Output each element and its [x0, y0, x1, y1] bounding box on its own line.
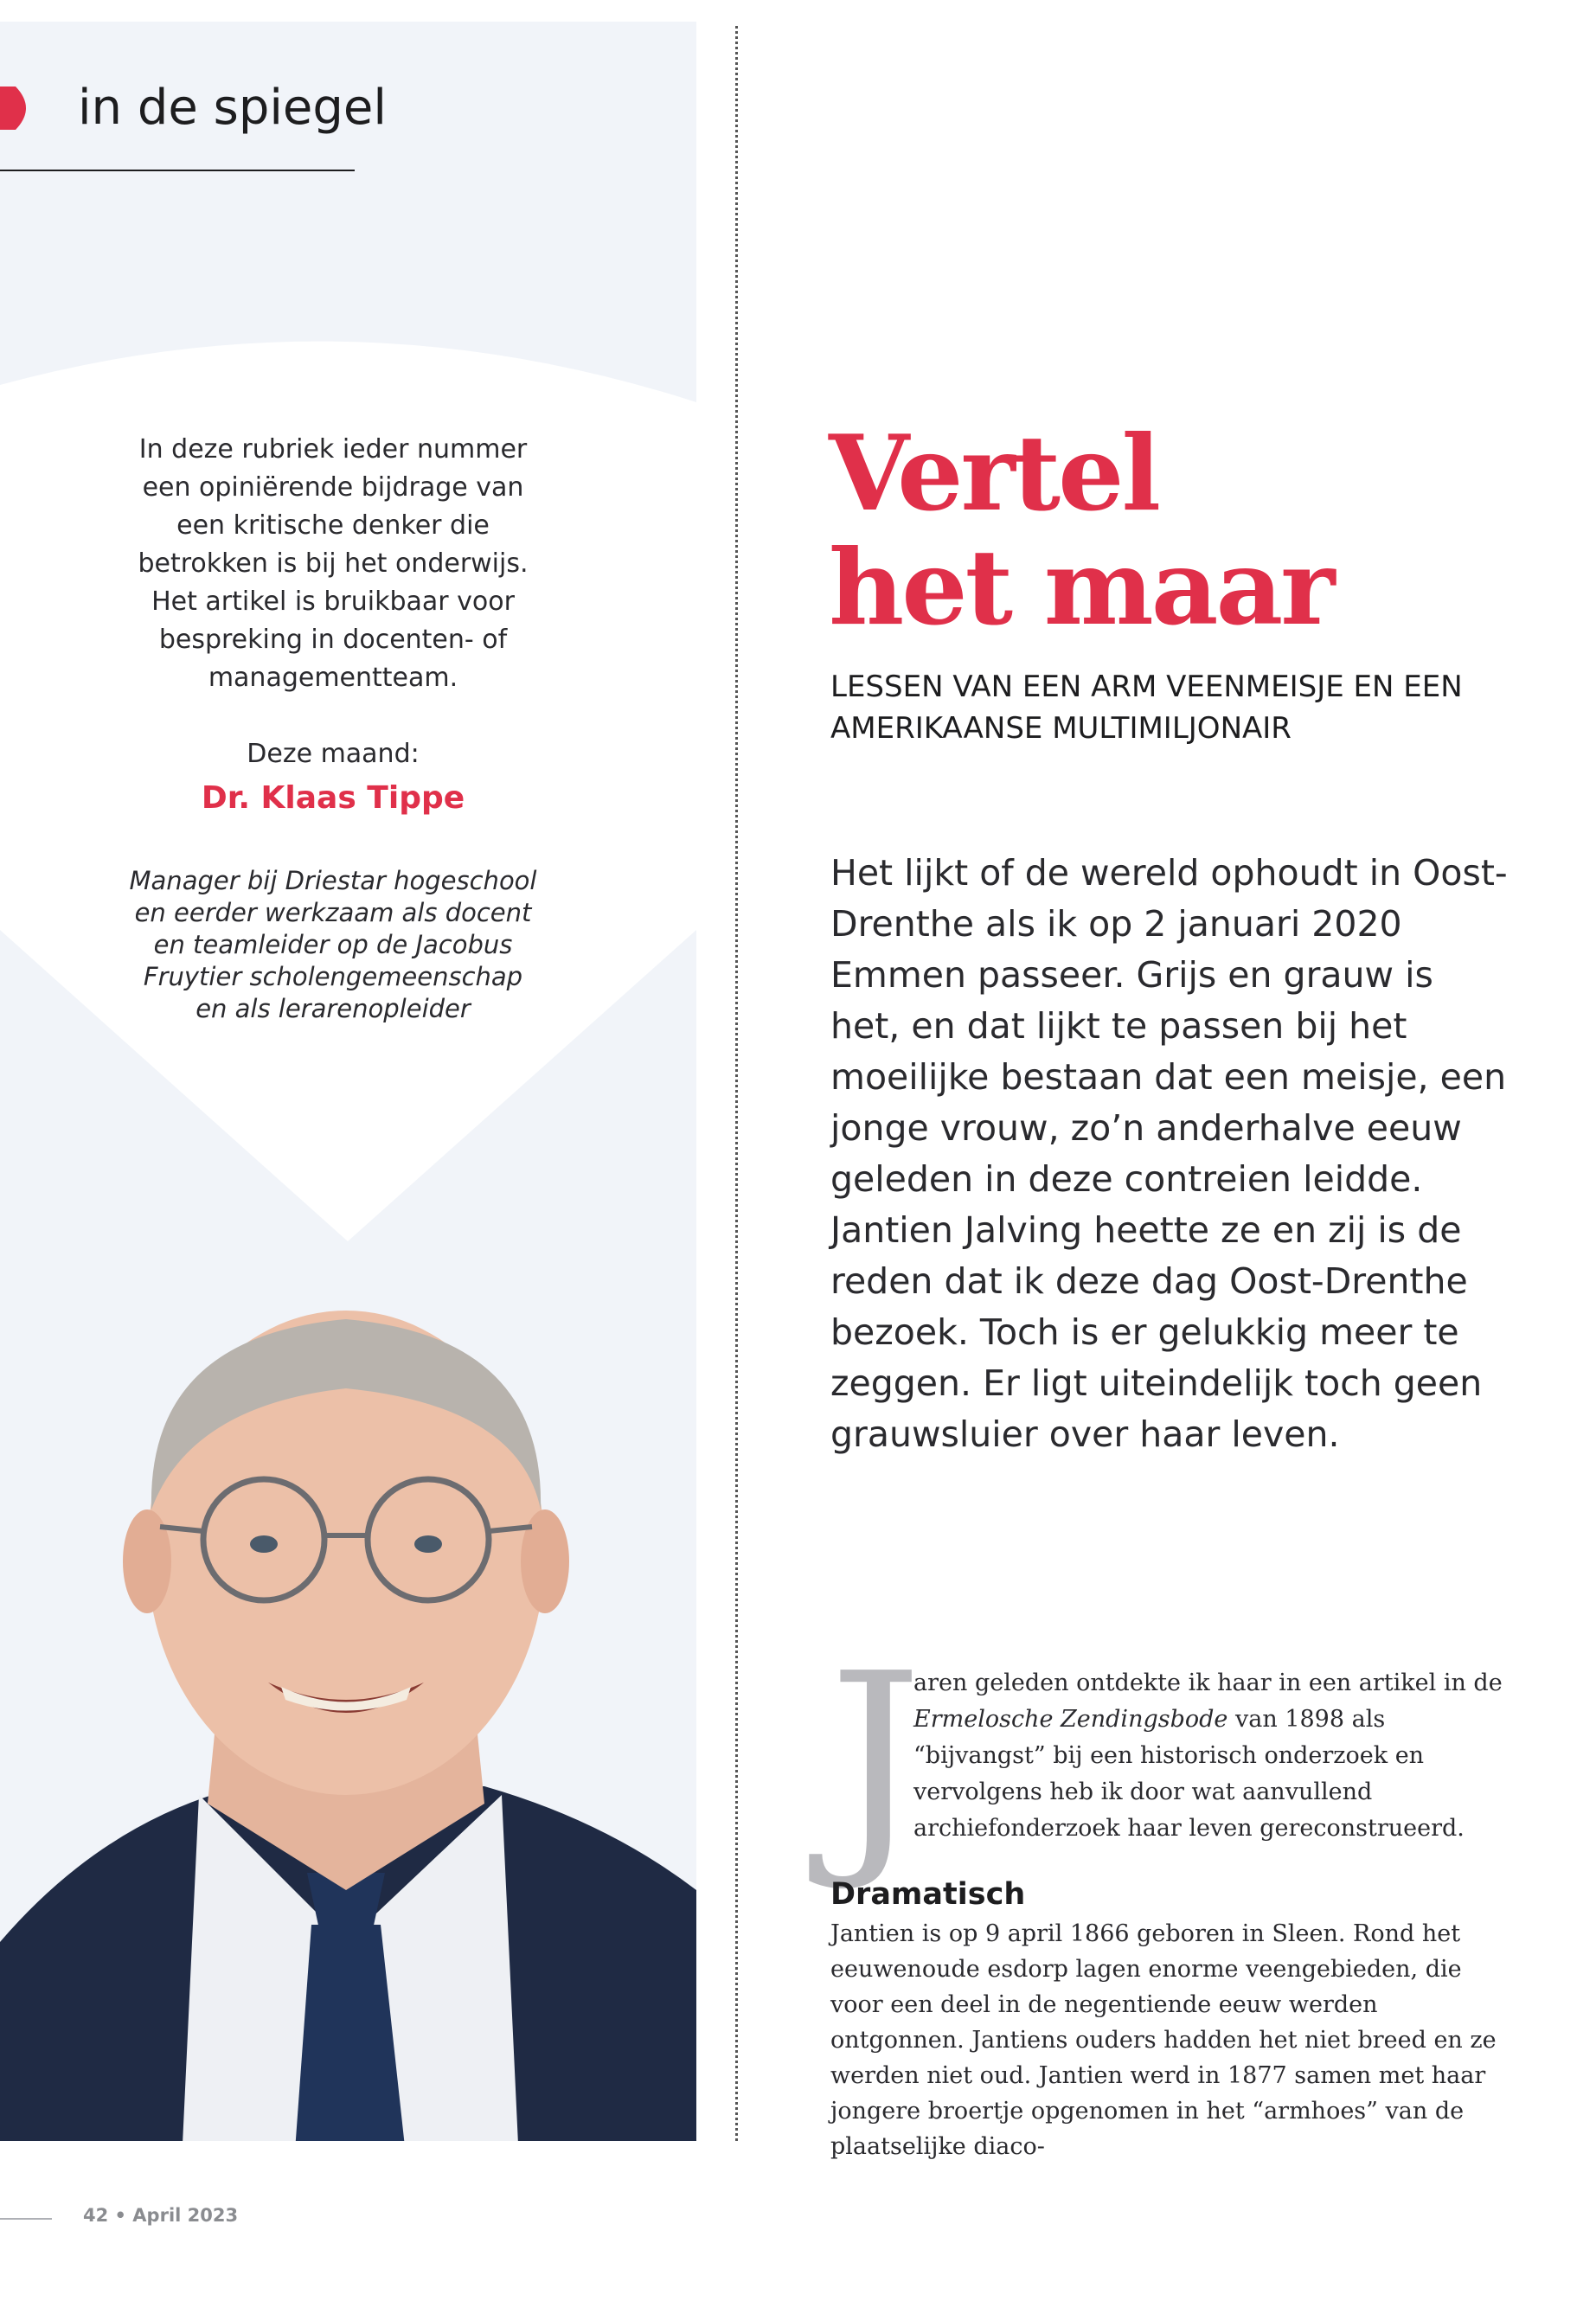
month-label: Deze maand: — [247, 739, 420, 769]
section-marker-icon — [0, 87, 36, 130]
section-rule — [0, 170, 355, 171]
article-title-line-2: het maar — [829, 527, 1333, 649]
article-title — [829, 413, 1538, 649]
article-subtitle: LESSEN VAN EEN ARM VEENMEISJE EN EEN AMERIKAANSE MULTIMILJONAIR — [830, 670, 1463, 746]
page-footer — [83, 2205, 238, 2226]
opening-text-a: aren geleden ontdekte ik haar in een artikel in de — [913, 1670, 1503, 1696]
author-bio: Manager bij Driestar hogeschool en eerder werkzaam als docent en teamleider op de Jacobus Fruytier scholengemeenschap en als lerarenopleider — [129, 866, 537, 1023]
author-name: Dr. Klaas Tippe — [201, 780, 465, 816]
section-header — [0, 61, 387, 173]
opening-text — [913, 1665, 1510, 1847]
article-title-line-1: Vertel — [829, 413, 1159, 535]
article-subhead: Dramatisch — [830, 1877, 1026, 1912]
issue-date: April 2023 — [132, 2205, 239, 2226]
footer-separator: • — [114, 2205, 126, 2226]
article-lead: Het lijkt of de wereld ophoudt in Oost-Drenthe als ik op 2 januari 2020 Emmen passeer. Grijs en grauw is het, en dat lijkt te passen bij het moeilijke bestaan dat een meisje, een jonge vrouw, zo’n anderhalve eeuw geleden in deze contreien leidde. Jantien Jalving heette ze en zij is de reden dat ik deze dag Oost-Drenthe bezoek. Toch is er gelukkig meer te zeggen. Er ligt uiteindelijk toch geen grauwsluier over haar leven. — [830, 852, 1508, 1455]
page-number: 42 — [83, 2205, 109, 2226]
section-title: in de spiegel — [78, 80, 387, 136]
opening-text-b: van 1898 als “bijvangst” bij een historisch onderzoek en vervolgens heb ik door wat aanvullend archiefonderzoek haar leven gereconstrueerd. — [913, 1706, 1465, 1842]
source-title: Ermelosche Zendingsbode — [913, 1706, 1228, 1733]
column-divider — [735, 26, 738, 2141]
article-body-paragraph: Jantien is op 9 april 1866 geboren in Sleen. Rond het eeuwenoude esdorp lagen enorme veengebieden, die voor een deel in de negentiende eeuw werden ontgonnen. Jantiens ouders hadden het niet breed en ze werden niet oud. Jantien werd in 1877 samen met haar jongere broertje opgenomen in het “armhoes” van de plaatselijke diaco- — [830, 1920, 1497, 2160]
sidebar-panel — [0, 22, 696, 2141]
author-portrait — [0, 1267, 696, 2141]
drop-cap: J — [829, 1623, 923, 1895]
column-intro: In deze rubriek ieder nummer een opiniërende bijdrage van een kritische denker die betrokken is bij het onderwijs. Het artikel is bruikbaar voor bespreking in docenten- of managementteam. — [138, 434, 529, 693]
footer-rule — [0, 2218, 52, 2220]
